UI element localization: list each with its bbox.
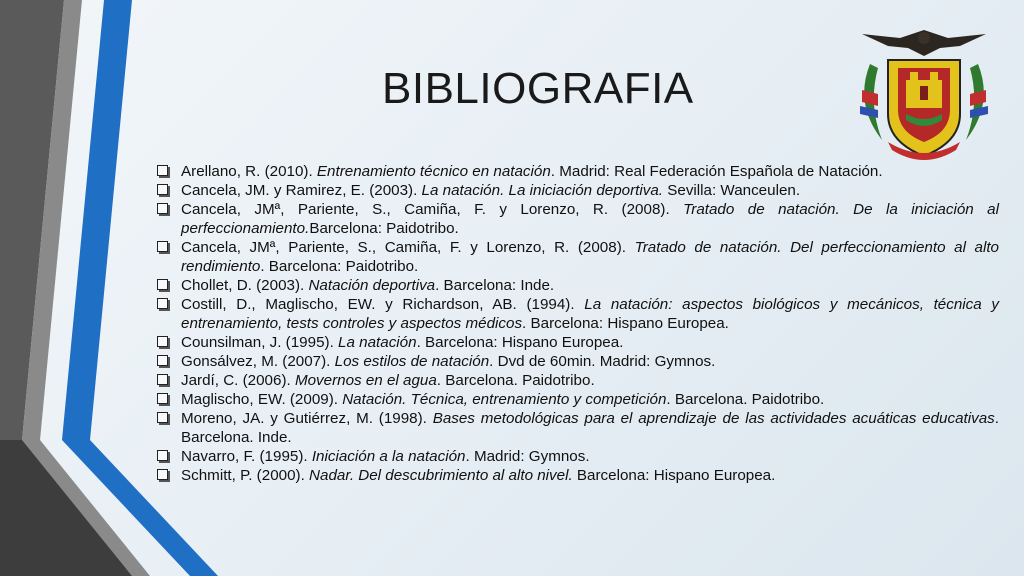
reference-title: Los estilos de natación <box>334 353 490 370</box>
reference-author-year: Maglischo, EW. (2009). <box>181 391 343 408</box>
bibliography-entry <box>156 409 999 447</box>
reference-author-year: Schmitt, P. (2000). <box>181 467 310 484</box>
square-bullet-icon <box>157 279 168 290</box>
reference-title: Iniciación a la natación <box>311 448 466 465</box>
bibliography-entry <box>156 352 999 371</box>
square-bullet-icon <box>157 374 168 385</box>
square-bullet-icon <box>157 469 168 480</box>
reference-publisher: . Barcelona: Inde. <box>435 277 555 294</box>
page-title: BIBLIOGRAFIA <box>382 64 694 113</box>
reference-publisher: . Barcelona: Hispano Europea. <box>416 334 624 351</box>
reference-author-year: Counsilman, J. (1995). <box>181 334 339 351</box>
reference-author-year: Cancela, JMª, Pariente, S., Camiña, F. y Lorenzo, R. (2008). <box>181 201 684 218</box>
bibliography-entry <box>156 447 999 466</box>
reference-title: Natación deportiva <box>308 277 436 294</box>
reference-publisher: Sevilla: Wanceulen. <box>663 182 801 199</box>
square-bullet-icon <box>157 241 168 252</box>
reference-publisher: . Barcelona: Hispano Europea. <box>522 315 729 332</box>
bibliography-entry <box>156 371 999 390</box>
bibliography-entry <box>156 466 999 485</box>
bibliography-entry <box>156 276 999 295</box>
square-bullet-icon <box>157 298 168 309</box>
reference-title: Bases metodológicas para el aprendizaje de las actividades acuáticas educativas <box>432 410 995 427</box>
square-bullet-icon <box>157 355 168 366</box>
square-bullet-icon <box>157 450 168 461</box>
bibliography-entry <box>156 295 999 333</box>
reference-author-year: Costill, D., Maglischo, EW. y Richardson, AB. (1994). <box>181 296 585 313</box>
reference-publisher: . Dvd de 60min. Madrid: Gymnos. <box>489 353 716 370</box>
reference-title: Tratado de natación. Del perfeccionamiento al alto rendimiento <box>181 239 1000 275</box>
bibliography-entry <box>156 200 999 238</box>
square-bullet-icon <box>157 393 168 404</box>
reference-author-year: Jardí, C. (2006). <box>181 372 295 389</box>
university-coat-of-arms-icon <box>848 24 1000 164</box>
reference-title: Tratado de natación. De la iniciación al perfeccionamiento. <box>181 201 999 237</box>
reference-author-year: Chollet, D. (2003). <box>181 277 309 294</box>
square-bullet-icon <box>157 412 168 423</box>
reference-author-year: Navarro, F. (1995). <box>181 448 312 465</box>
reference-author-year: Moreno, JA. y Gutiérrez, M. (1998). <box>181 410 433 427</box>
reference-publisher: Barcelona: Paidotribo. <box>309 220 459 237</box>
reference-title: Movernos en el agua <box>294 372 437 389</box>
square-bullet-icon <box>157 336 168 347</box>
bibliography-entry <box>156 390 999 409</box>
bibliography-entry <box>156 181 999 200</box>
square-bullet-icon <box>157 165 168 176</box>
reference-publisher: . Madrid: Gymnos. <box>465 448 590 465</box>
reference-publisher: . Barcelona. Paidotribo. <box>436 372 595 389</box>
reference-publisher: Barcelona: Hispano Europea. <box>572 467 776 484</box>
dark-corner <box>0 440 132 576</box>
reference-title: La natación. La iniciación deportiva. <box>421 182 664 199</box>
reference-publisher: . Madrid: Real Federación Española de Natación. <box>550 163 883 180</box>
reference-publisher: . Barcelona: Paidotribo. <box>260 258 419 275</box>
reference-title: La natación: aspectos biológicos y mecánicos, técnica y entrenamiento, tests controles y aspectos médicos <box>181 296 999 332</box>
reference-author-year: Cancela, JM. y Ramirez, E. (2003). <box>181 182 422 199</box>
reference-title: La natación <box>338 334 417 351</box>
reference-title: Entrenamiento técnico en natación <box>316 163 551 180</box>
bibliography-entry <box>156 333 999 352</box>
square-bullet-icon <box>157 203 168 214</box>
reference-author-year: Gonsálvez, M. (2007). <box>181 353 335 370</box>
bibliography-entry <box>156 238 999 276</box>
reference-title: Nadar. Del descubrimiento al alto nivel. <box>309 467 573 484</box>
reference-publisher: . Barcelona. Inde. <box>181 410 999 446</box>
bibliography-entry <box>156 162 999 181</box>
reference-author-year: Arellano, R. (2010). <box>181 163 317 180</box>
square-bullet-icon <box>157 184 168 195</box>
bibliography-list <box>156 162 999 485</box>
reference-publisher: . Barcelona. Paidotribo. <box>666 391 825 408</box>
reference-title: Natación. Técnica, entrenamiento y competición <box>342 391 667 408</box>
reference-author-year: Cancela, JMª, Pariente, S., Camiña, F. y Lorenzo, R. (2008). <box>181 239 635 256</box>
